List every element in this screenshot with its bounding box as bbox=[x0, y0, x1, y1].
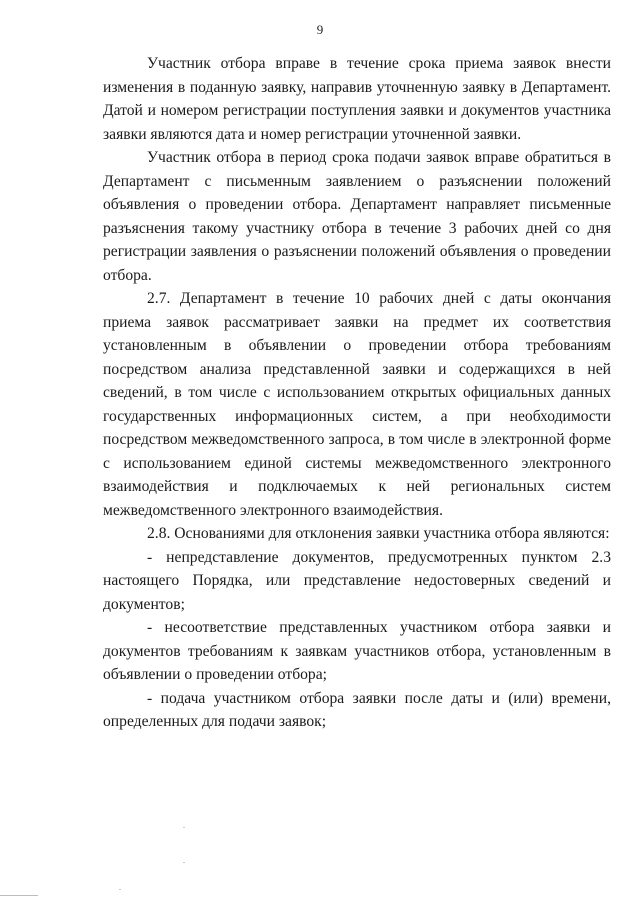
scan-speck bbox=[119, 889, 121, 890]
paragraph-clarification-request: Участник отбора в период срока подачи заявок вправе обратиться в Департамент с письменным заявлением о разъяснении положений объявления о проведении отбора. Департамент направляет письменные разъяснения такому участнику отбора в течение 3 рабочих дней со дня регистрации заявления о разъяснении положений объявления о проведении отбора. bbox=[103, 149, 611, 284]
scan-speck bbox=[183, 827, 185, 828]
list-item-nonconformity: - несоответствие представленных участником отбора заявки и документов требованиям к заявкам участников отбора, установленным в объявлении о проведении отбора; bbox=[103, 619, 611, 683]
paragraph-2-7-review: 2.7. Департамент в течение 10 рабочих дней с даты окончания приема заявок рассматривает заявки на предмет их соответствия установленным в объявлении о проведении отбора требованиям посредством анализа представленной заявки и содержащихся в ней сведений, в том числе с использованием открытых официальных данных государственных информационных систем, а при необходимости посредством межведомственного запроса, в том числе в электронной форме с использованием единой системы межведомственного электронного взаимодействия и подключаемых к ней региональных систем межведомственного электронного взаимодействия. bbox=[103, 290, 611, 519]
paragraph-amend-application: Участник отбора вправе в течение срока приема заявок внести изменения в поданную заявку, направив уточненную заявку в Департамент. Датой и номером регистрации поступления заявки и документов участника заявки являются дата и номер регистрации уточненной заявки. bbox=[103, 55, 611, 143]
list-item-late-submission: - подача участником отбора заявки после даты и (или) времени, определенных для подачи заявок; bbox=[103, 689, 611, 730]
list-item-missing-documents: - непредставление документов, предусмотренных пунктом 2.3 настоящего Порядка, или представление недостоверных сведений и документов; bbox=[103, 548, 611, 613]
footer-line bbox=[0, 895, 38, 896]
page-number: 9 bbox=[316, 22, 324, 37]
document-body bbox=[103, 52, 611, 734]
scan-speck bbox=[183, 862, 185, 863]
paragraph-2-8-grounds: 2.8. Основаниями для отклонения заявки участника отбора являются: bbox=[147, 525, 610, 542]
